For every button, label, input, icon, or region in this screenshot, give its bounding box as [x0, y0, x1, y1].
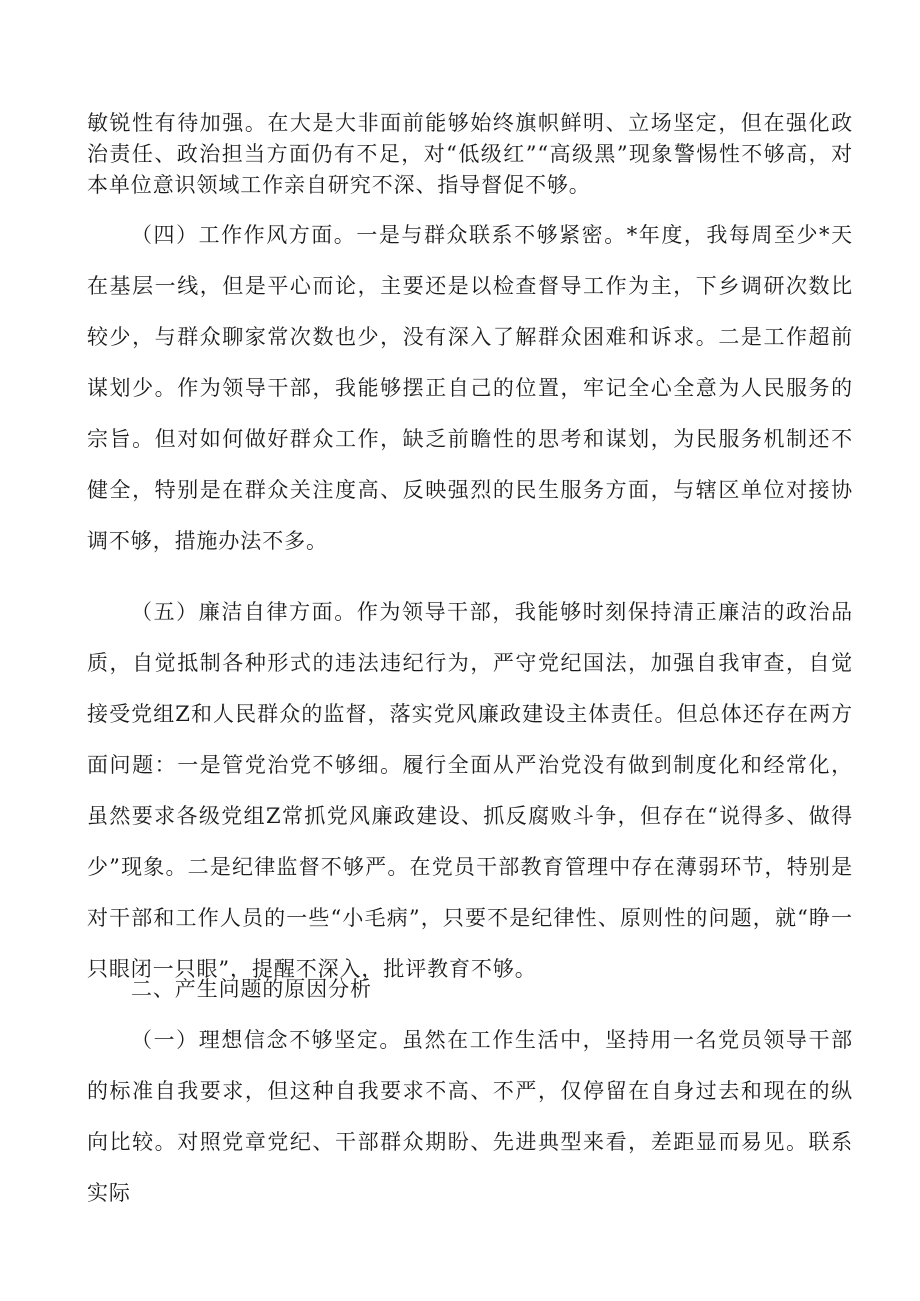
paragraph-political-sensitivity: 敏锐性有待加强。在大是大非面前能够始终旗帜鲜明、立场坚定，但在强化政治责任、政治担当方面仍有不足，对“低级红”“高级黑”现象警惕性不够高，对本单位意识领域工作亲自研究不深、指导督促不够。	[87, 111, 853, 197]
paragraph-integrity-self-discipline: （五）廉洁自律方面。作为领导干部，我能够时刻保持清正廉洁的政治品质，自觉抵制各种形式的违法违纪行为，严守党纪国法，加强自我审查，自觉接受党组Z和人民群众的监督，落实党风廉政建设主体责任。但总体还存在两方面问题：一是管党治党不够细。履行全面从严治党没有做到制度化和经常化，虽然要求各级党组Z常抓党风廉政建设、抓反腐败斗争，但存在“说得多、做得少”现象。二是纪律监督不够严。在党员干部教育管理中存在薄弱环节，特别是对干部和工作人员的一些“小毛病”，只要不是纪律性、原则性的问题，就“睁一只眼闭一只眼”，提醒不深入，批评教育不够。	[87, 600, 853, 981]
section-heading-cause-analysis: 二、产生问题的原因分析	[131, 977, 372, 1001]
paragraph-work-style: （四）工作作风方面。一是与群众联系不够紧密。*年度，我每周至少*天在基层一线，但是平心而论，主要还是以检查督导工作为主，下乡调研次数比较少，与群众聊家常次数也少，没有深入了解群众困难和诉求。二是工作超前谋划少。作为领导干部，我能够摆正自己的位置，牢记全心全意为人民服务的宗旨。但对如何做好群众工作，缺乏前瞻性的思考和谋划，为民服务机制还不健全，特别是在群众关注度高、反映强烈的民生服务方面，与辖区单位对接协调不够，措施办法不多。	[87, 223, 853, 553]
paragraph-ideals-beliefs: （一）理想信念不够坚定。虽然在工作生活中，坚持用一名党员领导干部的标准自我要求，但这种自我要求不高、不严，仅停留在自身过去和现在的纵向比较。对照党章党纪、干部群众期盼、先进典型来看，差距显而易见。联系实际	[87, 1028, 853, 1205]
